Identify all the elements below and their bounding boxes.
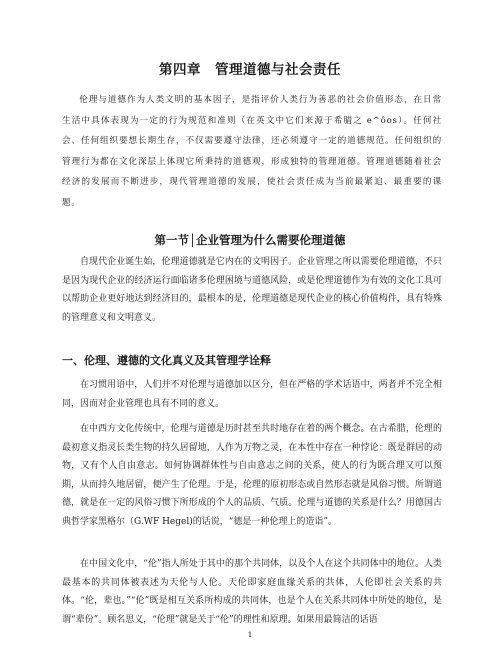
chapter-title: 第四章 管理道德与社会责任	[159, 62, 341, 78]
page-number: 1	[247, 630, 253, 639]
section-paragraph: 自现代企业诞生始，伦理道德就是它内在的文明因子。企业管理之所以需要伦理道德，不只是因为现代企业的经济运行面临诸多伦理困境与道德风险，或是伦理道德作为有效的文化工具可以帮助企业更好地达到经济目的，最根本的是，伦理道德是现代企业的核心价值构件，具有特殊的管理意义和文明意义。	[62, 257, 442, 323]
subsection-title: 一、伦理、遵德的文化真义及其管理学诠释	[62, 354, 271, 367]
body-paragraph-2: 在中西方文化传统中，伦理与道德是历时甚至共时地存在着的两个概念。在古希腊，伦理的最初意义指灵长类生物的持久居留地，人作为万物之灵，在本性中存在一种悖论：既是群居的动物，又有个人自由意志。如何协调群体性与自由意志之间的关系，使人的行为既合理又可以预期，从而持久地居留，便产生了伦理。于是，伦理的原初形态或自然形态就是风俗习惯。所谓道德，就是在一定的风俗习惯下所形成的个人的品质、气质。伦理与道德的关系是什么？用德国古典哲学家黑格尔（G.WF Hegel)的话说，“德是一种伦理上的造诣”。	[62, 424, 442, 527]
body-paragraph-1: 在习惯用语中，人们并不对伦理与道德加以区分，但在严格的学术话语中，两者并不完全相同，因而对企业管理也具有不同的意义。	[62, 380, 442, 409]
intro-paragraph: 伦理与道德作为人类文明的基本因子，是指评价人类行为善恶的社会价值形态，在日常生活中具体表现为一定的行为规范和准则（在英文中它们来源于希腊之 e^ôos）。任何社会、任何组织要想长期生存，不仅需要遵守法律，还必须遵守一定的道德规范。任何组织的管理行为都在文化深层上体现它所秉持的道德观，形成独特的管理道德。管理道德随着社会经济的发展而不断进步，现代管理道德的发展，使社会责任成为当前最紧迫、最重要的课题。	[62, 95, 442, 208]
section-title: 第一节│企业管理为什么需要伦理道德	[154, 233, 346, 247]
body-paragraph-3: 在中国文化中，“伦”指人所处于其中的那个共同体，以及个人在这个共同体中的地位。人类最基本的共同体被表述为天伦与人伦。天伦即家庭血缘关系的共体，人伦即社会关系的共体。“伦，辈也。”“伦”既是相互关系所构成的共同体，也是个人在关系共同体中所处的地位，是谓“辈份”。顾名思义，“伦理”就是关于“伦”的理性和原理。如果用最简洁的话语	[62, 559, 442, 625]
